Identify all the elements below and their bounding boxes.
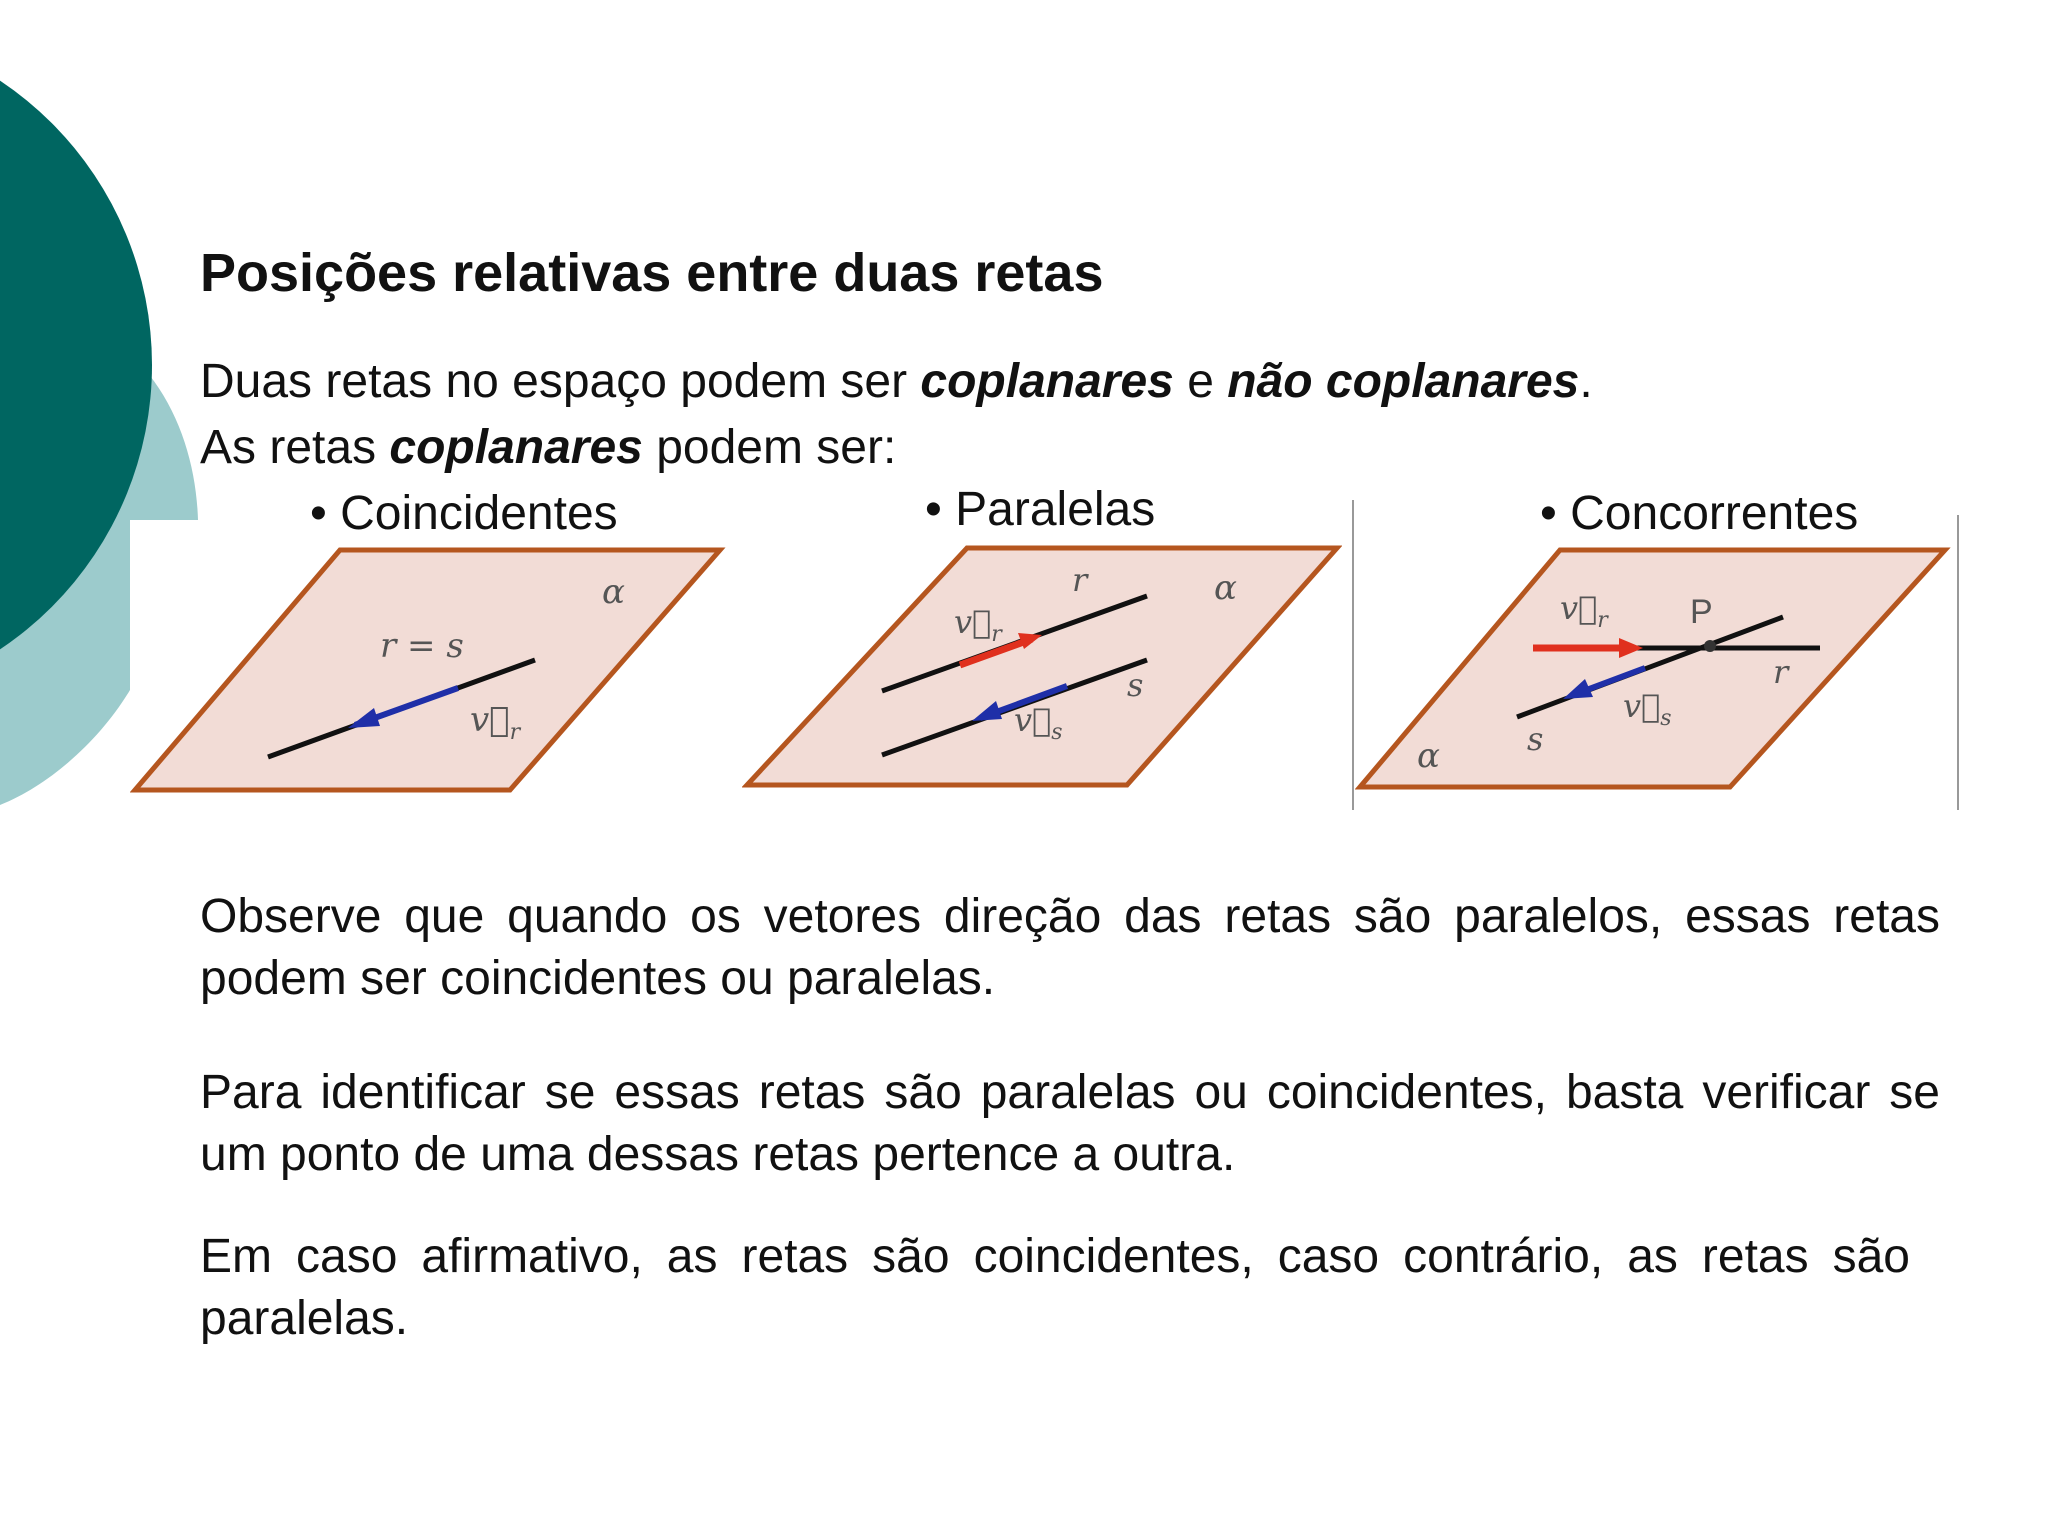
paragraph-observe: Observe que quando os vetores direção das retas são paralelos, essas retas podem ser coincidentes ou paralelas. bbox=[200, 890, 1940, 1005]
label-vs: $v⃗_s$ bbox=[1014, 701, 1063, 745]
plane-alpha bbox=[135, 550, 720, 790]
label-r: r bbox=[1072, 561, 1088, 599]
label-vr: $v⃗_r$ bbox=[1560, 589, 1608, 633]
figure-separator bbox=[1352, 500, 1354, 810]
point-p bbox=[1704, 640, 1716, 652]
bullet-coincidentes: • Coincidentes bbox=[310, 487, 618, 540]
intro-line-1 bbox=[200, 350, 1593, 414]
label-vr: $v⃗_r$ bbox=[470, 700, 521, 745]
figure-concorrentes bbox=[1355, 545, 1955, 795]
term-nao-coplanares: não coplanares bbox=[1227, 355, 1580, 408]
paragraph-identificar: Para identificar se essas retas são paralelas ou coincidentes, basta verificar se um ponto de uma dessas retas pertence a outra. bbox=[200, 1066, 1940, 1181]
intro-text: As retas bbox=[200, 421, 390, 474]
label-alpha: α bbox=[1417, 736, 1440, 776]
label-r-equals-s: r = s bbox=[380, 626, 464, 666]
intro-text: . bbox=[1579, 355, 1593, 408]
label-alpha: α bbox=[602, 572, 625, 612]
plane-alpha bbox=[747, 548, 1337, 785]
term-coplanares: coplanares bbox=[920, 355, 1174, 408]
intro-text: e bbox=[1173, 355, 1228, 408]
intro-text: podem ser: bbox=[642, 421, 897, 474]
label-vr: $v⃗_r$ bbox=[954, 603, 1002, 647]
paragraph-afirmativo: Em caso afirmativo, as retas são coincidentes, caso contrário, as retas são paralelas. bbox=[200, 1230, 1910, 1345]
figure-paralelas bbox=[742, 543, 1342, 793]
figure-coincidentes bbox=[130, 545, 730, 795]
bullet-paralelas: • Paralelas bbox=[925, 483, 1156, 536]
label-s: s bbox=[1527, 720, 1544, 758]
slide-title: Posições relativas entre duas retas bbox=[200, 243, 1104, 303]
label-s: s bbox=[1127, 666, 1144, 704]
intro-text: Duas retas no espaço podem ser bbox=[200, 355, 921, 408]
intro-line-2 bbox=[200, 416, 896, 480]
label-alpha: α bbox=[1214, 568, 1237, 608]
term-coplanares: coplanares bbox=[389, 421, 643, 474]
label-p: P bbox=[1690, 593, 1713, 631]
figure-separator bbox=[1957, 515, 1959, 810]
label-r: r bbox=[1773, 653, 1789, 691]
bullet-concorrentes: • Concorrentes bbox=[1540, 487, 1859, 540]
label-vs: $v⃗_s$ bbox=[1623, 687, 1672, 731]
